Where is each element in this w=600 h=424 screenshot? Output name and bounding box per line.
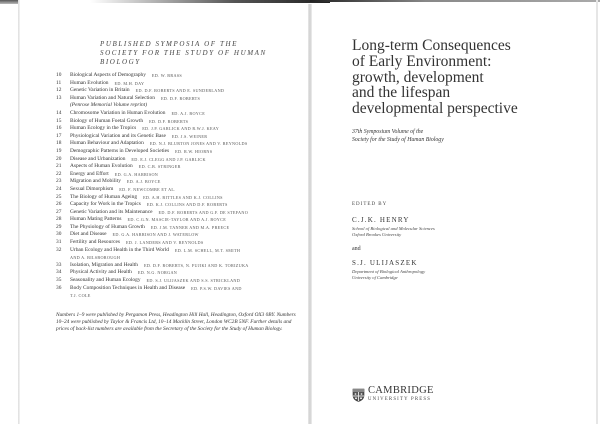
- and-conjunction: and: [352, 246, 361, 252]
- series-number: 24: [56, 185, 62, 192]
- editor-affiliation: [352, 269, 425, 281]
- series-number: 20: [56, 155, 62, 162]
- series-editors: ED. R.W. HIORNS: [175, 148, 213, 154]
- series-title: Physiological Variation and its Genetic Base: [70, 132, 166, 139]
- series-number: 18: [56, 140, 62, 147]
- series-number: 12: [56, 87, 62, 94]
- series-title: The Biology of Human Ageing: [70, 193, 138, 200]
- series-title: Aspects of Human Evolution: [70, 163, 133, 170]
- series-title: Biological Aspects of Demography: [70, 72, 146, 78]
- book-title-line: of Early Environment:: [352, 52, 492, 70]
- series-title: Seasonality and Human Ecology: [70, 277, 141, 284]
- series-editors: ED. G.A. HARRISON AND J. WATERLOW: [112, 232, 199, 238]
- series-editors: ED. N.G. NORGAN: [137, 270, 178, 276]
- series-title: Body Composition Techniques in Health and Disease: [70, 284, 186, 291]
- series-list-item: [56, 194, 301, 202]
- subtitle-line: 37th Symposium Volume of the: [352, 128, 424, 135]
- series-editors: ED. K.J. COLLINS AND D.F. ROBERTS: [146, 202, 228, 208]
- series-list-item-continuation: [56, 102, 301, 110]
- series-number: 11: [56, 79, 62, 86]
- series-list-item: [56, 156, 301, 164]
- series-editors: ED. J.P. GARLICK AND R.W.J. KEAY: [142, 126, 220, 132]
- affiliation-line: School of Biological and Molecular Sciences: [352, 226, 435, 231]
- series-list-item: [56, 171, 301, 179]
- series-number: 26: [56, 201, 62, 208]
- book-gutter: [308, 4, 312, 424]
- series-editors: ED. C.G.N. MASCIE-TAYLOR AND A.J. BOYCE: [127, 217, 227, 223]
- series-list-item: [56, 72, 301, 80]
- series-title: Chromosome Variation in Human Evolution: [70, 109, 166, 116]
- series-list-item-continuation: [56, 254, 301, 262]
- series-number: 15: [56, 117, 62, 124]
- series-title: The Physiology of Human Growth: [70, 223, 145, 230]
- series-editors: ED. S.J. ULIJASZEK AND S.S. STRICKLAND: [146, 278, 241, 284]
- series-editors: ED. D.F. ROBERTS: [160, 95, 201, 101]
- publisher-text: [368, 386, 434, 404]
- series-number: 34: [56, 269, 62, 276]
- series-title: Biology of Human Foetal Growth: [70, 117, 144, 124]
- series-list: [56, 72, 301, 300]
- left-page-series-list: [56, 40, 301, 333]
- title-page: [352, 37, 592, 280]
- series-editors: ED. L.M. SCHELL, M.T. SMITH: [174, 247, 241, 253]
- series-list-item: [56, 87, 301, 95]
- publisher-imprint: [352, 386, 434, 404]
- book-title-line: growth, development: [352, 68, 484, 86]
- series-list-item: [56, 269, 301, 277]
- series-editors: ED. C.B. STRINGER: [138, 164, 181, 170]
- edited-by-label: EDITED BY: [352, 202, 388, 207]
- series-number: 35: [56, 277, 62, 284]
- series-list-item-continuation: [56, 292, 301, 300]
- series-title: Sexual Dimorphism: [70, 185, 114, 192]
- series-number: 29: [56, 223, 62, 230]
- series-subtitle: (Penrose Memorial Volume reprint): [70, 102, 147, 109]
- series-editors: ED. J.S. WEINER: [171, 133, 208, 139]
- series-title: Genetic Variation in Britain: [70, 87, 130, 94]
- editor-name: S.J. ULIJASZEK: [352, 259, 418, 267]
- book-title-line: and the lifespan: [352, 84, 451, 102]
- series-number: 31: [56, 239, 62, 246]
- series-list-item: [56, 209, 301, 217]
- series-number: 10: [56, 72, 62, 78]
- series-title: Fertility and Resources: [70, 239, 121, 246]
- series-list-item: [56, 118, 301, 126]
- affiliation-line: Department of Biological Anthropology: [352, 269, 426, 274]
- series-list-item: [56, 201, 301, 209]
- series-title: Human Variation and Natural Selection: [70, 94, 155, 101]
- scan-edge-shadow: [0, 0, 20, 4]
- series-footnote: Numbers 1–9 were published by Pergamon Press, Headington Hill Hall, Headington, Oxford OX3 0BY. Numbers 10–24 were published by Taylor & Francis Ltd, 10–14 Macklin Street, London WC2B 5NF. Further details and prices of back-list numbers are available from the Secretary of the Society for the Study of Human Biology.: [56, 311, 296, 332]
- series-list-item: [56, 239, 301, 247]
- series-list-item: [56, 125, 301, 133]
- series-number: 33: [56, 261, 62, 268]
- editor-name: C.J.K. HENRY: [352, 216, 410, 224]
- series-number: 17: [56, 132, 62, 139]
- series-list-item: [56, 148, 301, 156]
- series-title: Capacity for Work in the Tropics: [70, 201, 141, 208]
- series-list-item: [56, 80, 301, 88]
- series-title: Physical Activity and Health: [70, 269, 132, 276]
- series-editors: ED. N.J. BLURTON JONES AND V. REYNOLDS: [149, 141, 248, 147]
- series-editors: T.J. COLE: [70, 293, 91, 299]
- series-list-item: [56, 277, 301, 285]
- series-editors: AND A. BILSBOROUGH: [70, 255, 121, 261]
- series-editors: ED. G.A. HARRISON: [114, 171, 159, 177]
- series-editors: ED. D.F. ROBERTS, N. FUJIKI AND K. TORIZUKA: [143, 262, 249, 268]
- series-editors: ED. E.J. CLEGG AND J.P. GARLICK: [131, 156, 206, 162]
- series-title: Demographic Patterns in Developed Societies: [70, 147, 170, 154]
- series-list-item: [56, 231, 301, 239]
- series-number: 36: [56, 284, 62, 291]
- series-title: Human Evolution: [70, 79, 109, 86]
- series-editors: ED. M.H. DAY: [114, 80, 145, 86]
- series-list-item: [56, 133, 301, 141]
- editor-affiliation: [352, 226, 435, 238]
- series-number: 22: [56, 170, 62, 177]
- series-editors: ED. D.F. ROBERTS: [149, 118, 189, 124]
- series-list-item: [56, 285, 301, 293]
- series-editors: ED. J.M. TANNER AND M.A. PREECE: [150, 224, 230, 230]
- series-number: 32: [56, 246, 62, 253]
- series-editors: ED. F. NEWCOMBE ET AL.: [119, 186, 176, 192]
- series-title: Urban Ecology and Health in the Third World: [70, 246, 169, 253]
- series-editors: ED. A.J. BOYCE: [171, 110, 206, 116]
- series-title: Energy and Effort: [70, 170, 109, 177]
- series-number: 30: [56, 231, 62, 238]
- series-title: Isolation, Migration and Health: [70, 261, 138, 268]
- series-number: 16: [56, 125, 62, 132]
- series-list-item: [56, 247, 301, 255]
- series-editors: ED. D.F. ROBERTS AND G.F. DE STEFANO: [158, 209, 249, 215]
- series-title: Human Mating Patterns: [70, 216, 122, 223]
- series-title: Human Behaviour and Adaptation: [70, 140, 144, 147]
- page-edge: [596, 0, 598, 424]
- scan-edge-shadow: [310, 0, 600, 2]
- series-list-item: [56, 216, 301, 224]
- scan-edge-shadow: [90, 0, 330, 3]
- editor-block: [352, 216, 435, 238]
- publisher-name: CAMBRIDGE: [368, 385, 434, 396]
- series-editors: ED. P.S.W. DAVIES AND: [191, 285, 242, 291]
- series-number: 14: [56, 109, 62, 116]
- page-edge: [18, 0, 20, 424]
- series-title: Migration and Mobility: [70, 178, 121, 185]
- series-number: 13: [56, 94, 62, 101]
- series-list-item: [56, 163, 301, 171]
- series-number: 28: [56, 216, 62, 223]
- series-number: 21: [56, 163, 62, 170]
- series-editors: ED. J. LANDERS AND V. REYNOLDS: [126, 240, 204, 246]
- series-heading-line: SOCIETY FOR THE STUDY OF HUMAN BIOLOGY: [100, 49, 267, 66]
- series-list-item: [56, 262, 301, 270]
- series-list-item: [56, 186, 301, 194]
- book-title: [352, 38, 592, 117]
- book-subtitle: [352, 128, 592, 144]
- publisher-subname: UNIVERSITY PRESS: [368, 397, 432, 402]
- series-list-item: [56, 224, 301, 232]
- book-title-line: Long-term Consequences: [352, 37, 511, 54]
- series-title: Genetic Variation and its Maintenance: [70, 208, 153, 215]
- affiliation-line: Oxford Brookes University: [352, 232, 402, 237]
- series-editors: ED. W. BRASS: [151, 73, 183, 78]
- series-editors: ED. A.H. BITTLES AND K.J. COLLINS: [143, 194, 223, 200]
- series-list-item: [56, 178, 301, 186]
- editor-block: [352, 259, 425, 281]
- series-heading: [100, 40, 301, 67]
- series-heading-line: PUBLISHED SYMPOSIA OF THE: [100, 40, 239, 48]
- series-number: 27: [56, 208, 62, 215]
- series-number: 25: [56, 193, 62, 200]
- series-title: Disease and Urbanization: [70, 155, 126, 162]
- series-list-item: [56, 110, 301, 118]
- series-title: Human Ecology in the Tropics: [70, 125, 137, 132]
- book-title-line: developmental perspective: [352, 100, 518, 118]
- series-editors: ED. A.J. BOYCE: [126, 179, 161, 185]
- series-editors: ED. D.F. ROBERTS AND E. SUNDERLAND: [135, 88, 225, 94]
- series-list-item: [56, 140, 301, 148]
- series-number: 19: [56, 147, 62, 154]
- subtitle-line: Society for the Study of Human Biology: [352, 136, 444, 143]
- series-title: Diet and Disease: [70, 231, 107, 238]
- cambridge-crest-icon: [352, 388, 365, 402]
- series-number: 23: [56, 178, 62, 185]
- affiliation-line: University of Cambridge: [352, 275, 398, 280]
